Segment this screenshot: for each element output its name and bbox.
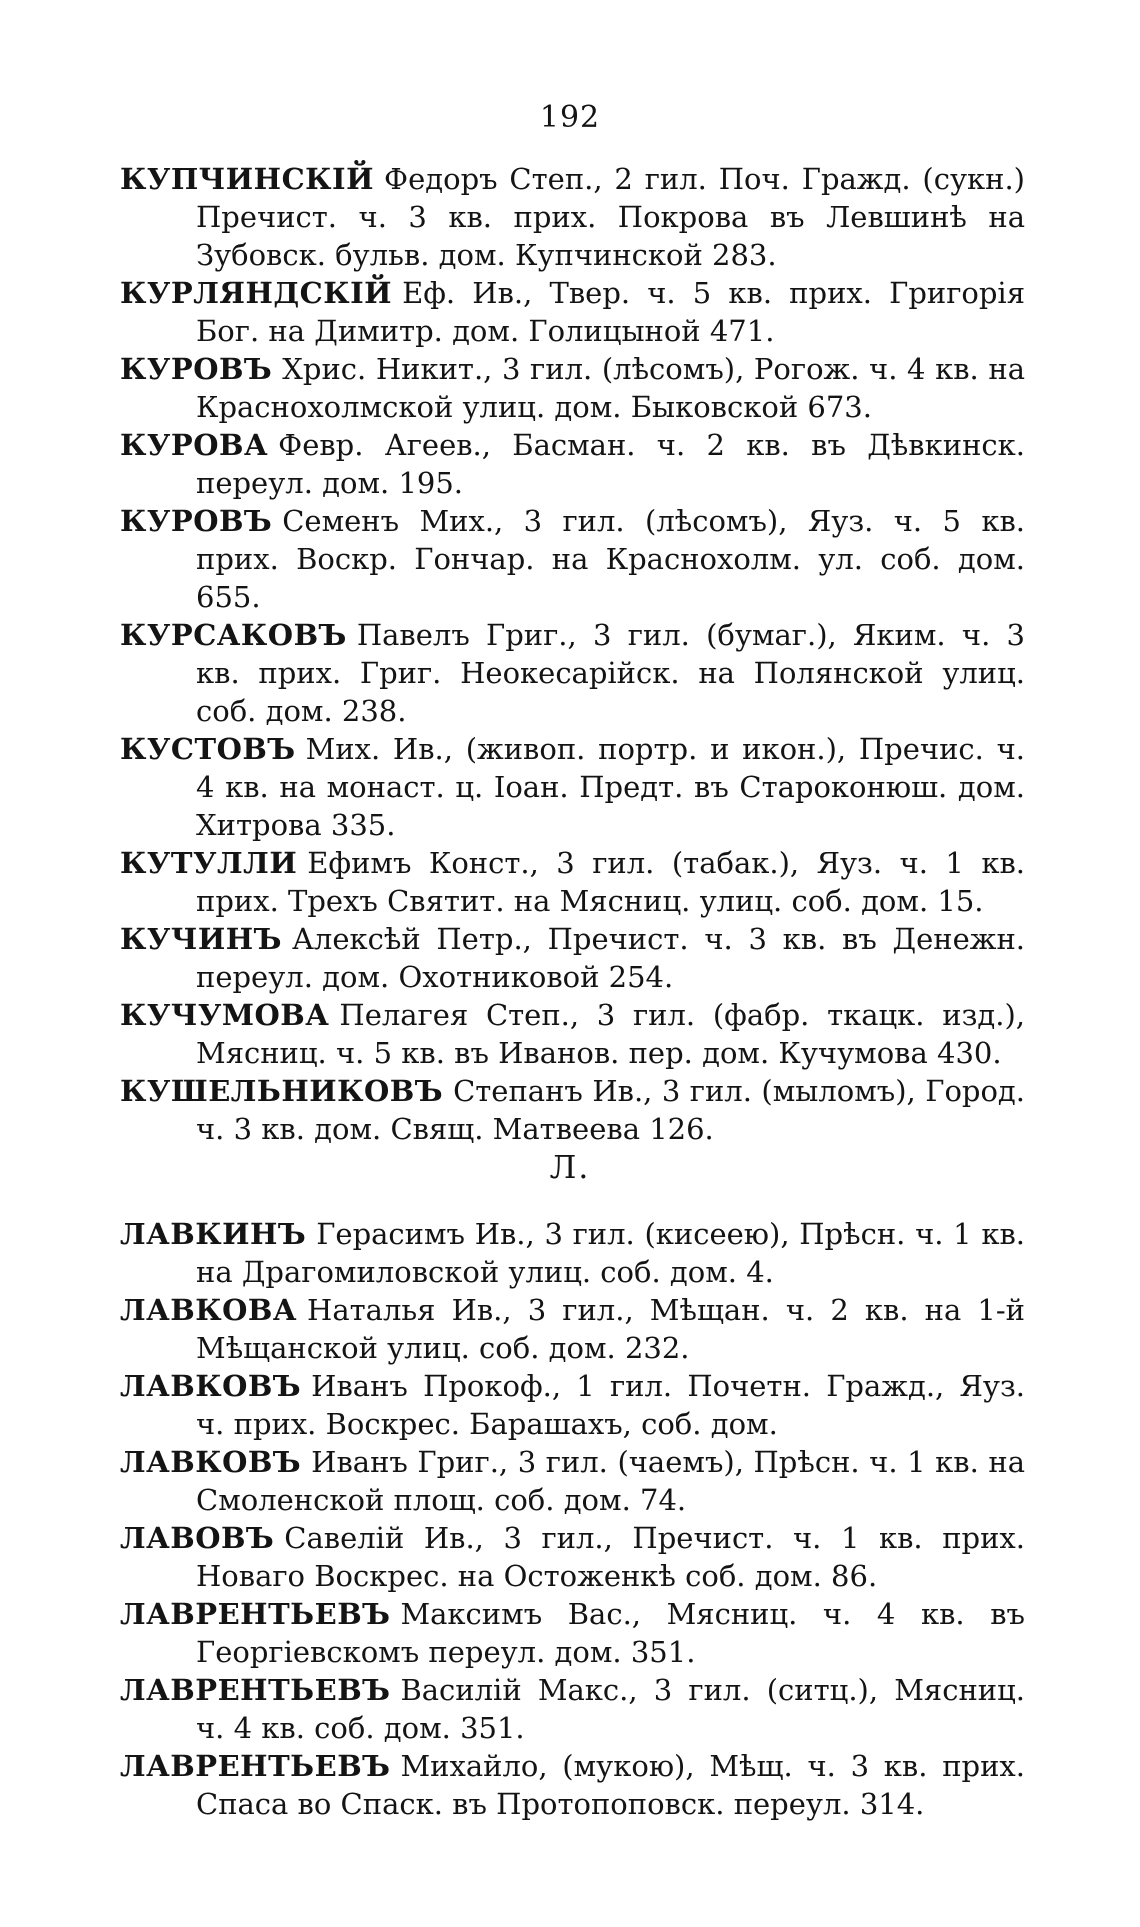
- directory-entry: [120, 274, 1025, 350]
- entry-surname: ЛАВКИНЪ: [120, 1217, 307, 1251]
- entry-details: Степанъ Ив., 3 гил. (мыломъ), Город. ч. 3 кв. дом. Свящ. Матвеева 126.: [196, 1074, 1025, 1146]
- directory-entry: [120, 1519, 1025, 1595]
- directory-entry: [120, 920, 1025, 996]
- entry-surname: КУРЛЯНДСКІЙ: [120, 276, 393, 310]
- directory-entry: [120, 1215, 1025, 1291]
- directory-entry: [120, 844, 1025, 920]
- entry-details: Иванъ Григ., 3 гил. (чаемъ), Прѣсн. ч. 1 кв. на Смоленской площ. соб. дом. 74.: [196, 1445, 1025, 1517]
- entry-surname: ЛАВКОВА: [120, 1293, 298, 1327]
- entry-details: Мих. Ив., (живоп. портр. и икон.), Пречис. ч. 4 кв. на монаст. ц. Іоан. Предт. въ Староконюш. дом. Хитрова 335.: [196, 732, 1025, 842]
- entry-surname: ЛАВКОВЪ: [120, 1445, 302, 1479]
- entry-surname: КУТУЛЛИ: [120, 846, 298, 880]
- directory-entry: [120, 1367, 1025, 1443]
- directory-entry: [120, 1747, 1025, 1823]
- entry-details: Еф. Ив., Твер. ч. 5 кв. прих. Григорія Бог. на Димитр. дом. Голицыной 471.: [196, 276, 1025, 348]
- entry-details: Февр. Агеев., Басман. ч. 2 кв. въ Дѣвкинск. переул. дом. 195.: [196, 428, 1025, 500]
- entry-details: Иванъ Прокоф., 1 гил. Почетн. Гражд., Яуз. ч. прих. Воскрес. Барашахъ, соб. дом.: [196, 1369, 1025, 1441]
- entry-details: Наталья Ив., 3 гил., Мѣщан. ч. 2 кв. на 1-й Мѣщанской улиц. соб. дом. 232.: [196, 1293, 1025, 1365]
- entry-surname: КУСТОВЪ: [120, 732, 296, 766]
- entry-details: Павелъ Григ., 3 гил. (бумаг.), Яким. ч. 3 кв. прих. Григ. Неокесарійск. на Полянской улиц. соб. дом. 238.: [196, 618, 1025, 728]
- directory-entry: [120, 730, 1025, 844]
- entry-surname: ЛАВРЕНТЬЕВЪ: [120, 1673, 391, 1707]
- entry-details: Пелагея Степ., 3 гил. (фабр. ткацк. изд.), Мясниц. ч. 5 кв. въ Иванов. пер. дом. Кучумова 430.: [196, 998, 1025, 1070]
- entry-details: Алексѣй Петр., Пречист. ч. 3 кв. въ Денежн. переул. дом. Охотниковой 254.: [196, 922, 1025, 994]
- entry-details: Савелій Ив., 3 гил., Пречист. ч. 1 кв. прих. Новаго Воскрес. на Остоженкѣ соб. дом. 86.: [196, 1521, 1025, 1593]
- page-number: 192: [539, 100, 601, 135]
- entry-details: Герасимъ Ив., 3 гил. (кисеею), Прѣсн. ч. 1 кв. на Драгомиловской улиц. соб. дом. 4.: [196, 1217, 1025, 1289]
- entry-surname: ЛАВРЕНТЬЕВЪ: [120, 1749, 391, 1783]
- entry-details: Федоръ Степ., 2 гил. Поч. Гражд. (сукн.) Пречист. ч. 3 кв. прих. Покрова въ Левшинѣ на Зубовск. бульв. дом. Купчинской 283.: [196, 162, 1025, 272]
- entry-surname: КУРОВЪ: [120, 352, 273, 386]
- entry-surname: КУЧИНЪ: [120, 922, 282, 956]
- section-heading: Л.: [549, 1148, 591, 1186]
- entry-surname: ЛАВРЕНТЬЕВЪ: [120, 1597, 391, 1631]
- directory-entry: [120, 1072, 1025, 1148]
- directory-entry: [120, 1291, 1025, 1367]
- directory-entry: [120, 502, 1025, 616]
- entry-details: Максимъ Вас., Мясниц. ч. 4 кв. въ Георгіевскомъ переул. дом. 351.: [196, 1597, 1025, 1669]
- directory-entries-k: [120, 160, 1025, 1148]
- entry-surname: КУПЧИНСКІЙ: [120, 162, 375, 196]
- entry-surname: КУРОВА: [120, 428, 269, 462]
- directory-entry: [120, 160, 1025, 274]
- entry-surname: КУЧУМОВА: [120, 998, 330, 1032]
- directory-entries-l: [120, 1215, 1025, 1823]
- entry-details: Василій Макс., 3 гил. (ситц.), Мясниц. ч. 4 кв. соб. дом. 351.: [196, 1673, 1025, 1745]
- entry-details: Ефимъ Конст., 3 гил. (табак.), Яуз. ч. 1 кв. прих. Трехъ Святит. на Мясниц. улиц. соб. дом. 15.: [196, 846, 1025, 918]
- directory-entry: [120, 616, 1025, 730]
- entry-surname: ЛАВОВЪ: [120, 1521, 275, 1555]
- directory-entry: [120, 1595, 1025, 1671]
- entry-details: Семенъ Мих., 3 гил. (лѣсомъ), Яуз. ч. 5 кв. прих. Воскр. Гончар. на Краснохолм. ул. соб. дом. 655.: [196, 504, 1025, 614]
- directory-entry: [120, 1443, 1025, 1519]
- entry-surname: ЛАВКОВЪ: [120, 1369, 302, 1403]
- entry-surname: КУРОВЪ: [120, 504, 273, 538]
- entry-surname: КУШЕЛЬНИКОВЪ: [120, 1074, 444, 1108]
- entry-surname: КУРСАКОВЪ: [120, 618, 347, 652]
- directory-entry: [120, 996, 1025, 1072]
- directory-entry: [120, 350, 1025, 426]
- entry-details: Михайло, (мукою), Мѣщ. ч. 3 кв. прих. Спаса во Спаск. въ Протопоповск. переул. 314.: [196, 1749, 1025, 1821]
- directory-entry: [120, 1671, 1025, 1747]
- directory-entry: [120, 426, 1025, 502]
- entry-details: Хрис. Никит., 3 гил. (лѣсомъ), Рогож. ч. 4 кв. на Краснохолмской улиц. дом. Быковской 673.: [196, 352, 1025, 424]
